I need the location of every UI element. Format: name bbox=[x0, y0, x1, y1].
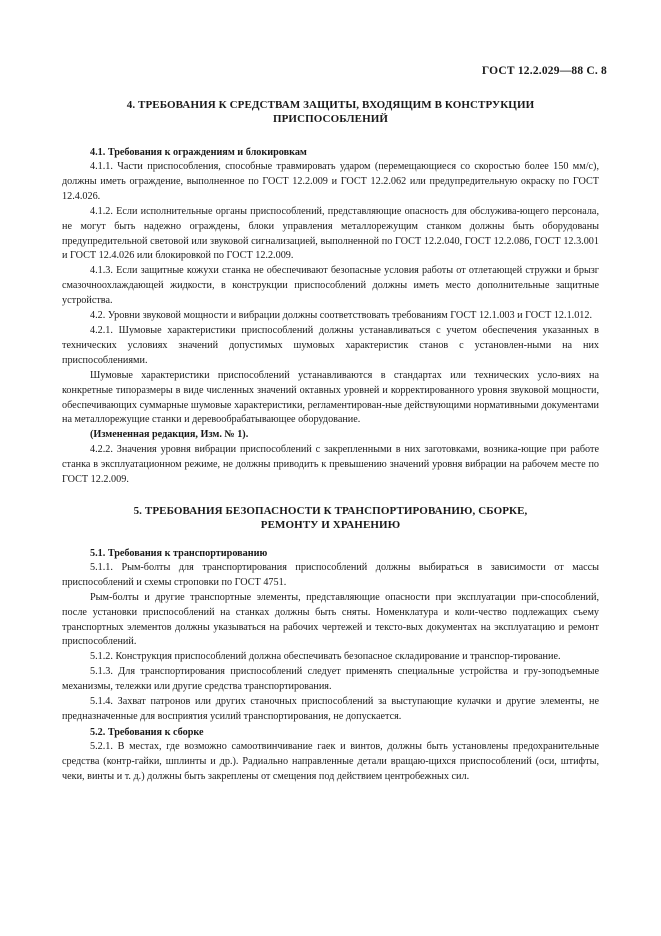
subsection-5-1-heading: 5.1. Требования к транспортированию bbox=[90, 547, 268, 559]
paragraph-4-1-2: 4.1.2. Если исполнительные органы приспособлений, представляющие опасность для обслужива-ющего персонала, не могут быть надежно ограждены, блоки управления металлорежущим станком должны быть оборудованы предупредительной световой или звуковой сигнализацией, выполненной по ГОСТ 12.2.040, ГОСТ 12.2.086, ГОСТ 12.3.001 и ГОСТ 12.4.026 или блокировкой по ГОСТ 12.2.009. bbox=[62, 205, 599, 262]
paragraph-4-2: 4.2. Уровни звуковой мощности и вибрации должны соответствовать требованиям ГОСТ 12.1.003 и ГОСТ 12.1.012. bbox=[90, 310, 593, 322]
paragraph-5-1-2: 5.1.2. Конструкция приспособлений должна обеспечивать безопасное складирование и транспор-тирование. bbox=[90, 651, 561, 663]
amendment-note: (Измененная редакция, Изм. № 1). bbox=[90, 429, 249, 441]
subsection-5-2-heading: 5.2. Требования к сборке bbox=[90, 726, 204, 738]
section-5-title-line2: РЕМОНТУ И ХРАНЕНИЮ bbox=[260, 518, 401, 531]
paragraph-5-1-1-continued: Рым-болты и другие транспортные элементы, представляющие опасности при эксплуатации при-способлений, после установки приспособлений на станках должны быть сняты. Номенклатура и коли-чество подлежащих съему транспортных элементов должны указываться на рабочих чертежей и тексто-вых документах на эксплуатацию и ремонт приспособлений. bbox=[62, 591, 599, 648]
subsection-4-1-heading: 4.1. Требования к ограждениям и блокировкам bbox=[90, 147, 307, 158]
section-4-title-line1: 4. ТРЕБОВАНИЯ К СРЕДСТВАМ ЗАЩИТЫ, ВХОДЯЩИМ В КОНСТРУКЦИИ bbox=[126, 99, 535, 111]
paragraph-5-2-1: 5.2.1. В местах, где возможно самоотвинчивание гаек и винтов, должны быть установлены предохранительные средства (контр-гайки, шплинты и др.). Радиально направленные детали вращаю-щихся приспособлений (оси, штифты, чеки, винты и т. д.) должны быть закреплены от смещения под действием центробежных сил. bbox=[62, 740, 599, 782]
page-header: ГОСТ 12.2.029—88 С. 8 bbox=[481, 65, 607, 77]
paragraph-4-2-1: 4.2.1. Шумовые характеристики приспособлений должны устанавливаться с учетом обеспечения указанных в технических условиях значений допустимых шумовых характеристик станов с установлен-ными на них приспособлениями. bbox=[62, 324, 599, 366]
section-5-title-line1: 5. ТРЕБОВАНИЯ БЕЗОПАСНОСТИ К ТРАНСПОРТИРОВАНИЮ, СБОРКЕ, bbox=[133, 504, 528, 517]
paragraph-5-1-1: 5.1.1. Рым-болты для транспортирования приспособлений должны выбираться в зависимости от массы приспособлений и схемы строповки по ГОСТ 4751. bbox=[62, 561, 599, 588]
paragraph-4-1-3: 4.1.3. Если защитные кожухи станка не обеспечивают безопасные условия работы от отлетающей стружки и брызг смазочноохлаждающей жидкости, в конструкции приспособлений должны иметь место дополнительные защитные устройства. bbox=[62, 265, 599, 307]
page-content bbox=[62, 98, 599, 785]
section-5-title bbox=[62, 504, 599, 532]
section-4-title bbox=[62, 98, 599, 126]
section-4-title-line2: ПРИСПОСОБЛЕНИЙ bbox=[272, 113, 389, 125]
paragraph-4-1-1: 4.1.1. Части приспособления, способные травмировать ударом (перемещающиеся со скоростью более 150 мм/с), должны иметь ограждение, выполненное по ГОСТ 12.2.009 и ГОСТ 12.2.062 или предупредительную окраску по ГОСТ 12.4.026. bbox=[62, 161, 599, 202]
paragraph-5-1-3: 5.1.3. Для транспортирования приспособлений следует применять специальные устройства и гру-зоподъемные механизмы, тележки или другие средства транспортирования. bbox=[62, 666, 599, 693]
paragraph-5-1-4: 5.1.4. Захват патронов или других станочных приспособлений за выступающие кулачки и другие элементы, не предназначенные для восприятия усилий транспортирования, не допускается. bbox=[62, 696, 599, 722]
paragraph-4-2-2: 4.2.2. Значения уровня вибрации приспособлений с закрепленными в них заготовками, возника-ющие при работе станка в эксплуатационном режиме, не должны приводить к превышению значений уровня вибрации на рабочем месте по ГОСТ 12.2.009. bbox=[62, 444, 599, 486]
paragraph-4-2-1-continued: Шумовые характеристики приспособлений устанавливаются в стандартах или технических усло-виях на конкретные типоразмеры в виде численных значений октавных уровней и корректированного уровня звуковой мощности, обеспечивающих суммарные шумовые характеристики, регламентирован-ные действующими нормативными документами на металлорежущие станки и деревообрабатывающее оборудование. bbox=[62, 369, 599, 426]
